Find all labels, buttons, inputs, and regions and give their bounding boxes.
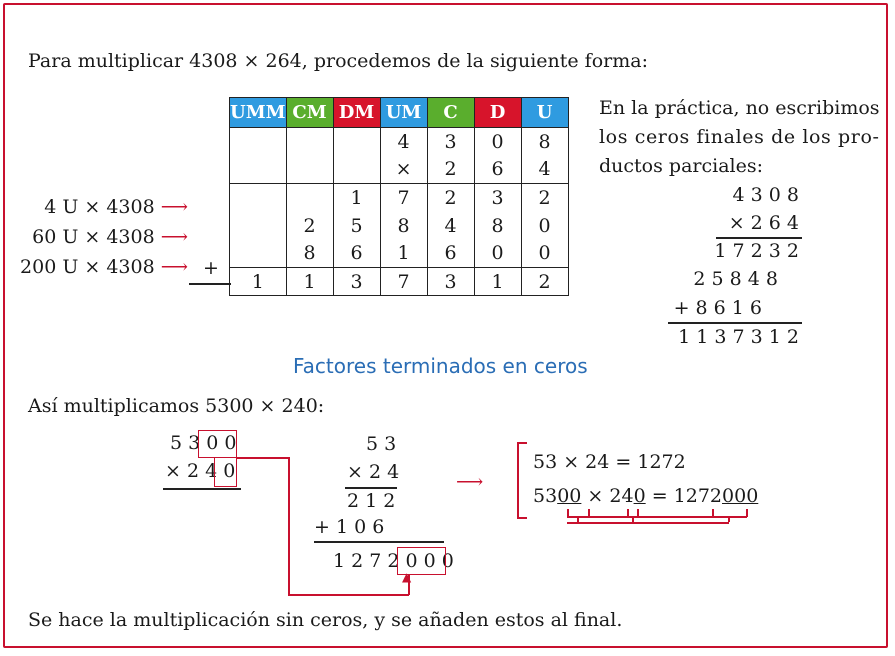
table-cell: 3 <box>474 184 521 212</box>
table-cell: 5 <box>333 212 380 240</box>
table-cell <box>286 184 333 212</box>
table-cell: 2 <box>286 212 333 240</box>
mid-partial-2: + 1 0 6 <box>314 516 385 538</box>
brace-line <box>637 509 639 517</box>
table-cell: 2 <box>521 184 568 212</box>
table-cell <box>333 156 380 184</box>
conclusion-text: Se hace la multiplicación sin ceros, y se añaden estos al final. <box>28 609 623 631</box>
short-factor-2: × 2 6 4 <box>728 212 799 234</box>
connector-line <box>288 594 409 596</box>
connector-line <box>237 457 289 459</box>
table-cell: 8 <box>380 212 427 240</box>
table-cell: 0 <box>521 240 568 268</box>
plus-sign: + <box>203 257 219 279</box>
table-cell <box>230 128 287 156</box>
mid-factor-1: 5 3 <box>366 433 397 455</box>
row-label-1: 4 U × 4308 ⟶ <box>44 196 188 218</box>
column-header: UMM <box>230 98 287 128</box>
short-partial-3: + 8 6 1 6 <box>673 297 762 319</box>
table-cell: 4 <box>380 128 427 156</box>
brace-line <box>567 516 747 518</box>
table-cell <box>286 128 333 156</box>
arrow-right-icon: ⟶ <box>160 256 188 278</box>
table-cell: 1 <box>474 268 521 296</box>
mid-factor-2: × 2 4 <box>347 461 400 483</box>
mid-line-2 <box>314 541 444 543</box>
column-header: U <box>521 98 568 128</box>
table-cell: 0 <box>474 240 521 268</box>
equation-2: 5300 × 240 = 1272000 <box>533 485 759 507</box>
mid-partial-1: 2 1 2 <box>347 490 396 512</box>
short-line-1 <box>716 237 802 239</box>
table-cell: 3 <box>427 268 474 296</box>
table-row <box>230 212 569 240</box>
table-cell: 1 <box>230 268 287 296</box>
short-result: 1 1 3 7 3 1 2 <box>678 326 799 348</box>
side-note: En la práctica, no escribimos los ceros finales de los pro- ductos parciales: <box>599 97 880 177</box>
brace-line <box>588 509 590 517</box>
table-cell: 4 <box>427 212 474 240</box>
table-cell: 8 <box>521 128 568 156</box>
mid-line-1 <box>345 487 397 489</box>
sum-line <box>189 283 231 285</box>
brace-line <box>627 509 629 517</box>
column-header: D <box>474 98 521 128</box>
bracket-line <box>517 442 519 519</box>
arrow-right-icon: ⟶ <box>456 471 484 493</box>
table-cell <box>230 212 287 240</box>
table-header-row <box>230 98 569 128</box>
column-header: CM <box>286 98 333 128</box>
example-intro: Así multiplicamos 5300 × 240: <box>28 395 325 417</box>
table-cell: 3 <box>427 128 474 156</box>
table-cell: 8 <box>474 212 521 240</box>
table-cell: 1 <box>286 268 333 296</box>
column-header: UM <box>380 98 427 128</box>
table-cell: 4 <box>521 156 568 184</box>
zeros-factor-2: × 2 4 0 <box>165 460 236 482</box>
table-cell <box>333 128 380 156</box>
short-factor-1: 4 3 0 8 <box>732 184 799 206</box>
table-row <box>230 268 569 296</box>
table-cell: 6 <box>427 240 474 268</box>
column-header: C <box>427 98 474 128</box>
table-cell: 6 <box>474 156 521 184</box>
zeros-box-factor-1 <box>198 430 237 458</box>
bracket-line <box>517 517 527 519</box>
zeros-line <box>163 488 241 490</box>
table-cell <box>286 156 333 184</box>
table-row <box>230 156 569 184</box>
intro-text: Para multiplicar 4308 × 264, procedemos de la siguiente forma: <box>28 50 648 72</box>
brace-line <box>712 509 714 517</box>
brace-line <box>567 522 729 524</box>
connector-line <box>288 457 290 595</box>
table-cell: 2 <box>521 268 568 296</box>
place-value-table <box>229 97 569 296</box>
arrow-right-icon: ⟶ <box>160 226 188 248</box>
table-cell: 8 <box>286 240 333 268</box>
table-cell: 0 <box>474 128 521 156</box>
table-cell: 7 <box>380 184 427 212</box>
table-cell: 2 <box>427 184 474 212</box>
bracket-line <box>517 442 527 444</box>
short-partial-1: 1 7 2 3 2 <box>714 240 799 262</box>
zeros-box-factor-2 <box>214 457 237 487</box>
zeros-factor-1: 5 3 0 0 <box>170 432 237 454</box>
table-cell: 1 <box>380 240 427 268</box>
table-cell: 3 <box>333 268 380 296</box>
short-partial-2: 2 5 8 4 8 <box>693 268 778 290</box>
table-cell: × <box>380 156 427 184</box>
arrow-up-icon: ▲ <box>402 570 412 584</box>
table-cell: 1 <box>333 184 380 212</box>
table-cell: 7 <box>380 268 427 296</box>
mid-result: 1 2 7 2 0 0 0 <box>333 550 454 572</box>
table-cell: 6 <box>333 240 380 268</box>
equation-1: 53 × 24 = 1272 <box>533 451 686 473</box>
table-row <box>230 240 569 268</box>
table-cell: 2 <box>427 156 474 184</box>
table-row <box>230 184 569 212</box>
table-cell <box>230 156 287 184</box>
section-title: Factores terminados en ceros <box>293 354 588 378</box>
table-row <box>230 128 569 156</box>
table-cell <box>230 240 287 268</box>
short-line-2 <box>668 322 802 324</box>
row-label-2: 60 U × 4308 ⟶ <box>32 226 188 248</box>
column-header: DM <box>333 98 380 128</box>
arrow-right-icon: ⟶ <box>160 196 188 218</box>
row-label-3: 200 U × 4308 ⟶ <box>20 256 188 278</box>
brace-line <box>746 509 748 517</box>
table-cell: 0 <box>521 212 568 240</box>
table-cell <box>230 184 287 212</box>
